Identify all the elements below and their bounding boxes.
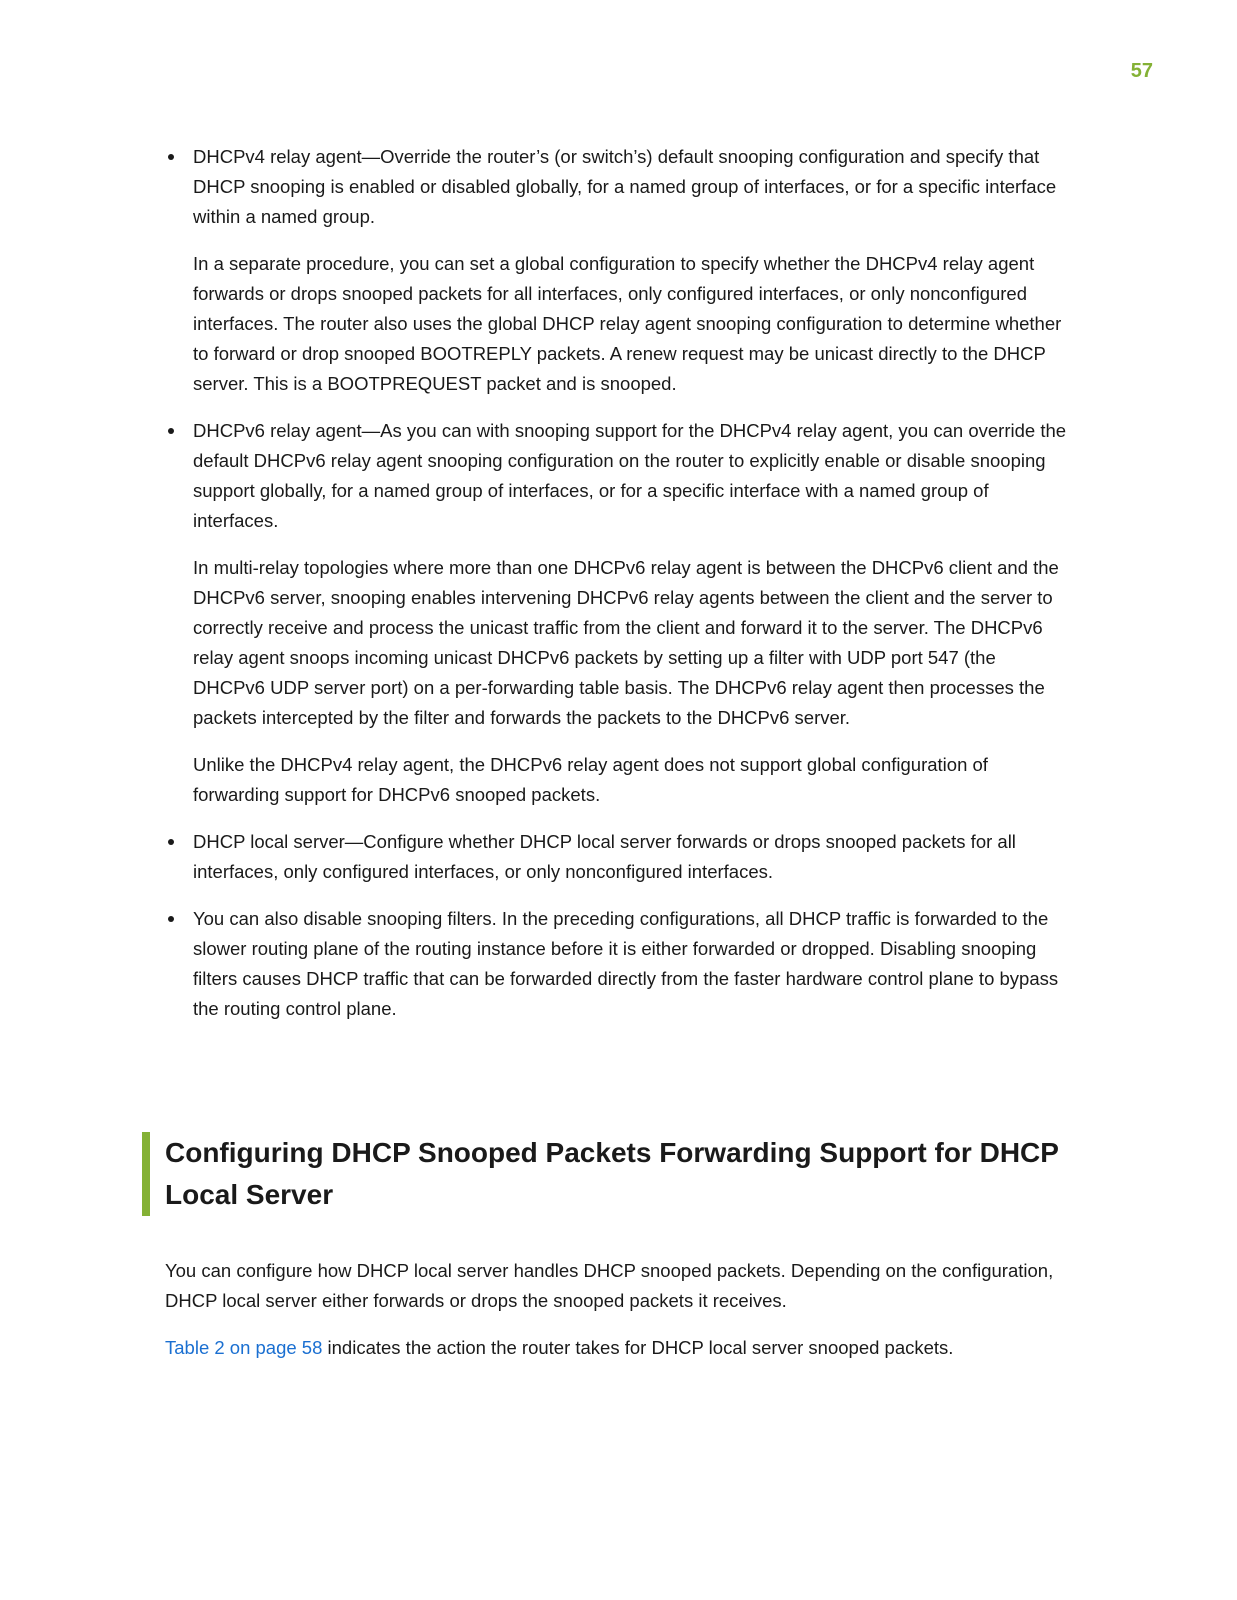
section-heading-wrap bbox=[142, 1132, 1072, 1216]
bullet-paragraph: In multi-relay topologies where more than one DHCPv6 relay agent is between the DHCPv6 client and the DHCPv6 server, snooping enables intervening DHCPv6 relay agents between the client and the server to correctly receive and process the unicast traffic from the client and forward it to the server. The DHCPv6 relay agent snoops incoming unicast DHCPv6 packets by setting up a filter with UDP port 547 (the DHCPv6 UDP server port) on a per-forwarding table basis. The DHCPv6 relay agent then processes the packets intercepted by the filter and forwards the packets to the DHCPv6 server. bbox=[193, 557, 1059, 728]
bullet-paragraph: DHCPv6 relay agent—As you can with snooping support for the DHCPv4 relay agent, you can override the default DHCPv6 relay agent snooping configuration on the router to explicitly enable or disable snooping support globally, for a named group of interfaces, or for a specific interface with a named group of interfaces. bbox=[193, 420, 1067, 531]
bullet-icon bbox=[168, 428, 174, 434]
section bbox=[142, 1132, 1072, 1380]
page-number: 57 bbox=[1130, 60, 1153, 82]
list-item bbox=[165, 142, 1070, 399]
list-item bbox=[165, 904, 1070, 1024]
section-xref-paragraph bbox=[165, 1333, 1072, 1363]
main-content bbox=[165, 142, 1070, 1041]
bullet-icon bbox=[168, 916, 174, 922]
section-heading: Configuring DHCP Snooped Packets Forwarding Support for DHCP Local Server bbox=[165, 1137, 1059, 1210]
bullet-paragraph: You can also disable snooping filters. In the preceding configurations, all DHCP traffic is forwarded to the slower routing plane of the routing instance before it is either forwarded or dropped. Disabling snooping filters causes DHCP traffic that can be forwarded directly from the faster hardware control plane to bypass the routing control plane. bbox=[193, 908, 1059, 1019]
xref-suffix: indicates the action the router takes for DHCP local server snooped packets. bbox=[322, 1337, 954, 1358]
section-intro: You can configure how DHCP local server handles DHCP snooped packets. Depending on the configuration, DHCP local server either forwards or drops the snooped packets it receives. bbox=[165, 1260, 1054, 1311]
bullet-list bbox=[165, 142, 1070, 1024]
heading-accent-bar bbox=[142, 1132, 150, 1216]
bullet-paragraph: DHCP local server—Configure whether DHCP local server forwards or drops snooped packets for all interfaces, only configured interfaces, or only nonconfigured interfaces. bbox=[193, 831, 1016, 882]
bullet-paragraph: Unlike the DHCPv4 relay agent, the DHCPv6 relay agent does not support global configuration of forwarding support for DHCPv6 snooped packets. bbox=[193, 754, 988, 805]
table-2-link[interactable]: Table 2 on page 58 bbox=[165, 1337, 323, 1358]
section-body bbox=[142, 1256, 1072, 1363]
list-item bbox=[165, 416, 1070, 810]
bullet-icon bbox=[168, 839, 174, 845]
bullet-paragraph: DHCPv4 relay agent—Override the router’s (or switch’s) default snooping configuration and specify that DHCP snooping is enabled or disabled globally, for a named group of interfaces, or for a specific interface within a named group. bbox=[193, 146, 1057, 227]
bullet-icon bbox=[168, 154, 174, 160]
bullet-paragraph: In a separate procedure, you can set a global configuration to specify whether the DHCPv4 relay agent forwards or drops snooped packets for all interfaces, only configured interfaces, or only nonconfigured interfaces. The router also uses the global DHCP relay agent snooping configuration to determine whether to forward or drop snooped BOOTREPLY packets. A renew request may be unicast directly to the DHCP server. This is a BOOTPREQUEST packet and is snooped. bbox=[193, 253, 1062, 394]
list-item bbox=[165, 827, 1070, 887]
